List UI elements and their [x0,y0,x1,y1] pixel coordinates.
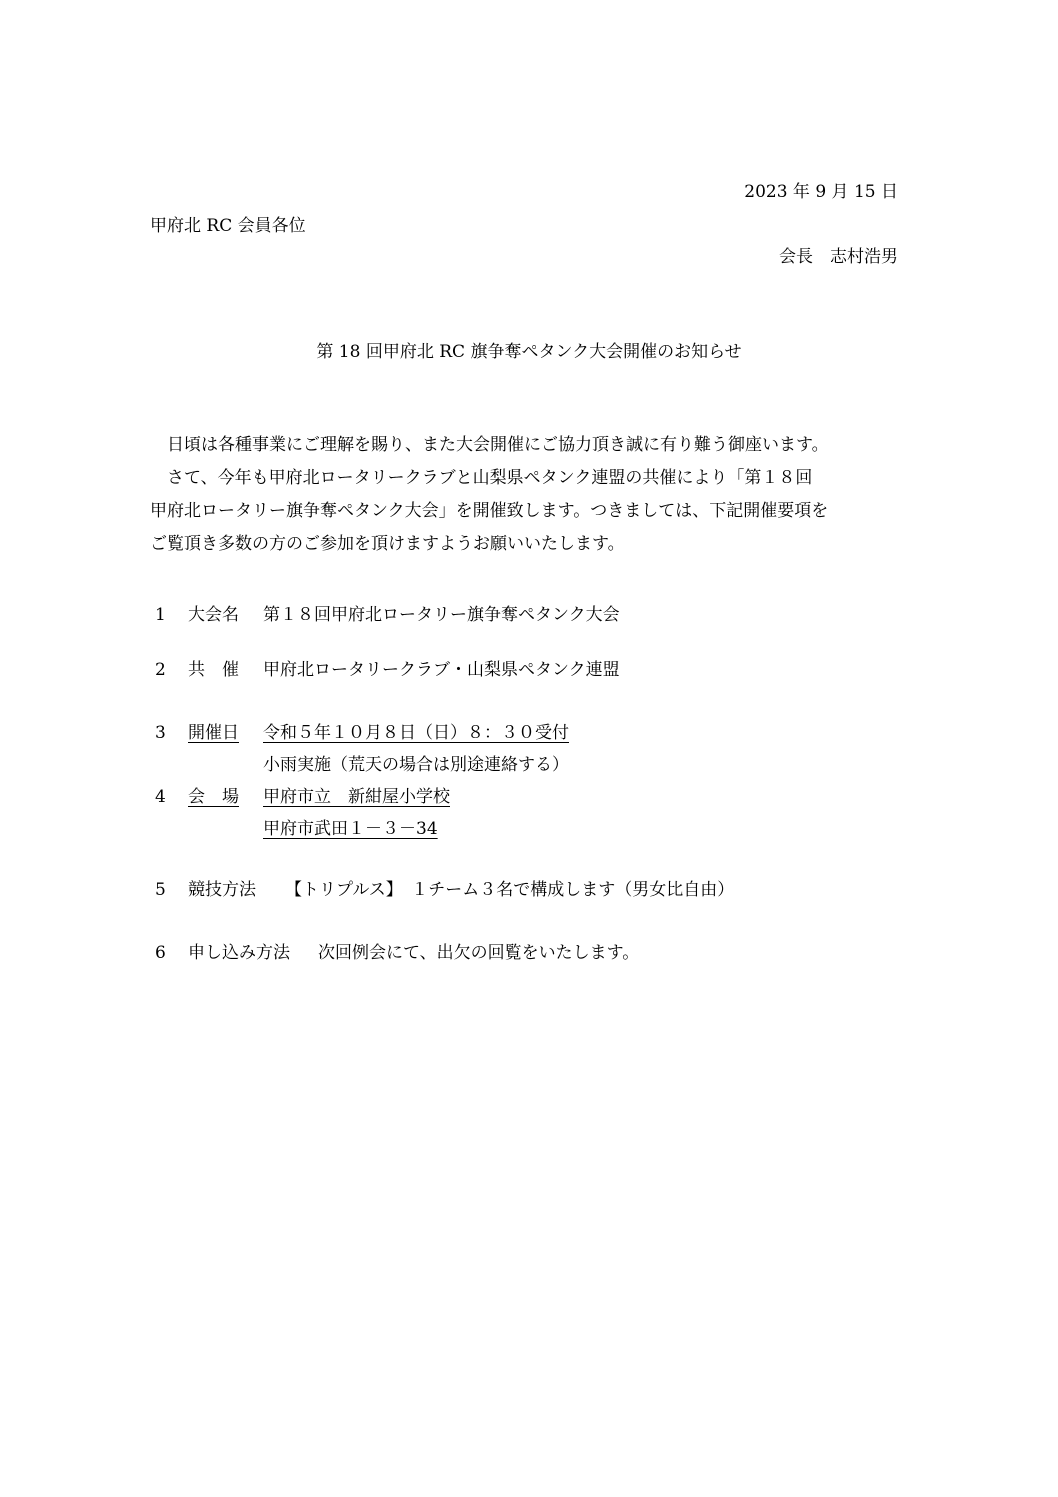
sender-line: 会長 志村浩男 [779,247,898,267]
item-number: 3 [155,723,166,743]
document-date: 2023 年 9 月 15 日 [744,182,898,202]
item-label: 競技方法 [188,880,256,900]
item-label: 大会名 [188,605,239,625]
item-number: 2 [155,660,166,680]
item-number: 6 [155,943,166,963]
body-paragraph-line: ご覧頂き多数の方のご参加を頂けますようお願いいたします。 [150,534,625,554]
item-value: 第１８回甲府北ロータリー旗争奪ペタンク大会 [263,605,620,625]
item-value-address: 甲府市武田１－３－34 [263,819,438,839]
recipient-line: 甲府北 RC 会員各位 [150,216,306,236]
item-value: 【トリプルス】 １チーム３名で構成します（男女比自由） [285,880,735,900]
item-label: 開催日 [188,723,239,743]
item-value: 次回例会にて、出欠の回覧をいたします。 [318,943,640,963]
body-paragraph-line: 甲府北ロータリー旗争奪ペタンク大会」を開催致します。つきましては、下記開催要項を [150,501,829,521]
item-number: 5 [155,880,166,900]
item-number: 4 [155,787,166,807]
item-label: 会 場 [188,787,239,807]
document-title: 第 18 回甲府北 RC 旗争奪ペタンク大会開催のお知らせ [316,342,742,362]
item-label: 共 催 [188,660,239,680]
item-value: 甲府北ロータリークラブ・山梨県ペタンク連盟 [263,660,620,680]
item-label: 申し込み方法 [188,943,290,963]
item-number: 1 [155,605,166,625]
item-value: 甲府市立 新紺屋小学校 [263,787,450,807]
body-paragraph-line: 日頃は各種事業にご理解を賜り、また大会開催にご協力頂き誠に有り難う御座います。 [150,435,829,455]
body-paragraph-line: さて、今年も甲府北ロータリークラブと山梨県ペタンク連盟の共催により「第１８回 [150,468,813,488]
item-value-note: 小雨実施（荒天の場合は別途連絡する） [263,755,569,775]
item-value: 令和５年１０月８日（日）８：３０受付 [263,723,569,743]
